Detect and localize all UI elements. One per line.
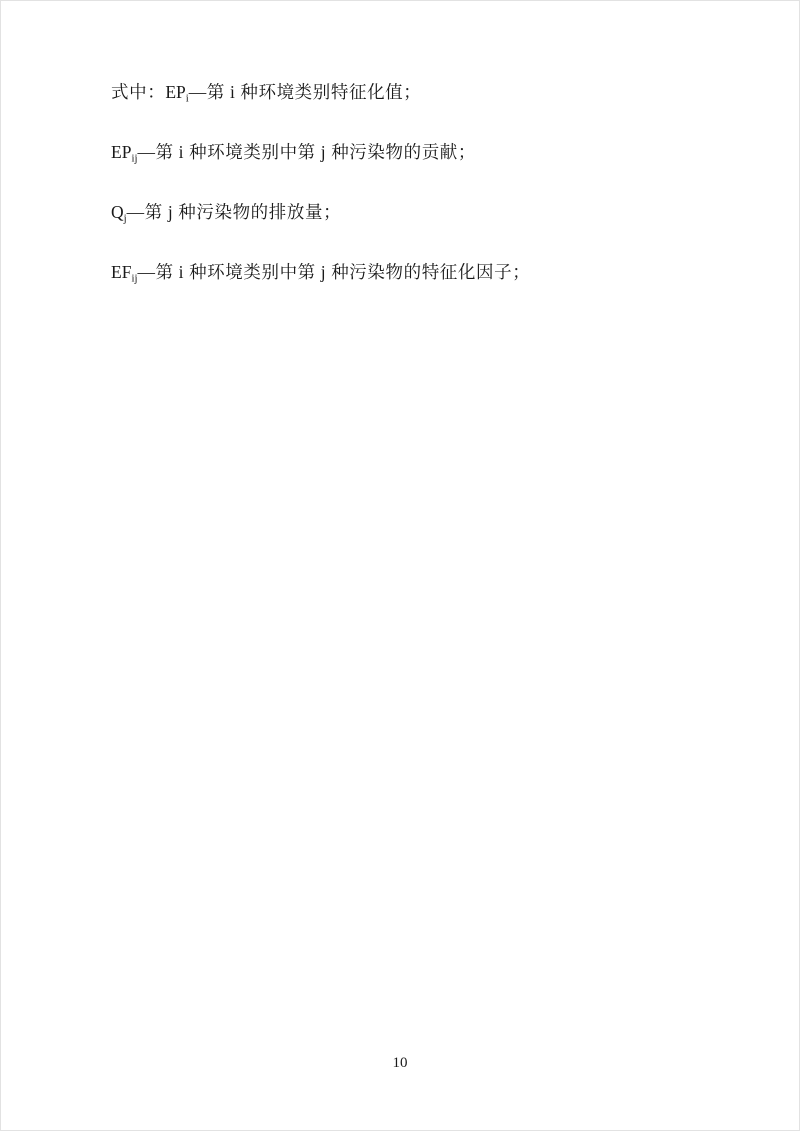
notation-line-2-text: —第 i 种环境类别中第 j 种污染物的贡献； — [137, 142, 476, 163]
notation-lead-label: 式中： — [111, 82, 166, 102]
notation-line-3 — [111, 199, 703, 226]
symbol-ef-ij-base: EF — [111, 262, 132, 283]
notation-line-4-text: —第 i 种环境类别中第 j 种污染物的特征化因子； — [137, 262, 531, 283]
symbol-q-j-subscript: j — [123, 212, 127, 225]
notation-line-2 — [111, 139, 703, 166]
notation-line-1 — [111, 79, 703, 106]
page-content — [111, 79, 703, 320]
notation-line-1-text: —第 i 种环境类别特征化值； — [188, 82, 422, 102]
page-number: 10 — [392, 1055, 408, 1071]
symbol-ep-ij-subscript: ij — [131, 152, 138, 165]
symbol-ep-i-base: EP — [165, 82, 186, 102]
symbol-q-j-base: Q — [111, 202, 124, 223]
notation-line-3-text: —第 j 种污染物的排放量； — [126, 202, 342, 223]
symbol-ep-i-subscript: i — [185, 92, 189, 105]
page-footer — [1, 1054, 799, 1072]
symbol-ep-ij-base: EP — [111, 142, 132, 163]
notation-line-4 — [111, 259, 703, 286]
symbol-ef-ij-subscript: ij — [131, 272, 138, 285]
